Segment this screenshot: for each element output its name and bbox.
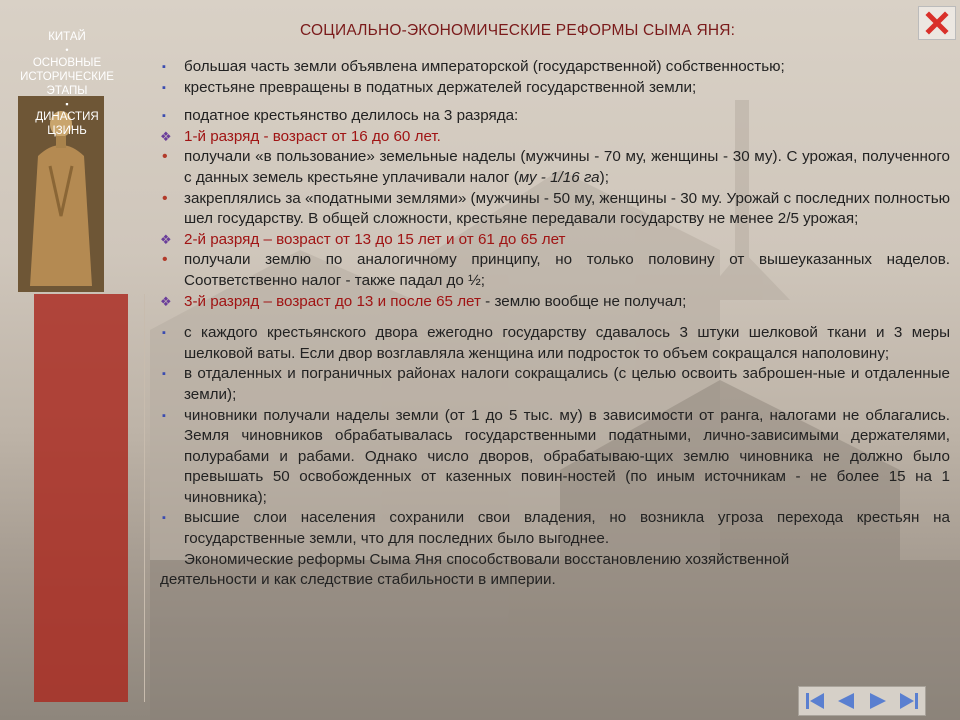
diamond-bullet-icon: ❖ (160, 293, 172, 309)
close-button[interactable] (918, 6, 956, 40)
last-slide-icon (898, 691, 920, 711)
list-item: ▪ с каждого крестьянского двора ежегодно государству сдавалось 3 штуки шелковой ткани и 3 меры шелковой ваты. Если двор возглавляла женщина или подросток то объем сокращался наполовину; (162, 324, 950, 362)
first-slide-icon (804, 691, 826, 711)
list-item: ▪ высшие слои населения сохранили свои владения, но возникла угроза перехода крестьян на государственные земли, что для последних было выгоднее. (162, 509, 950, 548)
category-3: ❖ 3-й разряд – возраст до 13 и после 65 лет - землю вообще не получал; (160, 292, 950, 313)
diamond-bullet-icon: ❖ (160, 231, 172, 247)
list-item: ▪ большая часть земли объявлена императорской (государственной) собственностью; (160, 57, 950, 78)
conclusion-line-1: Экономические реформы Сыма Яня способствовали восстановлению хозяйственной (184, 550, 790, 568)
dot-bullet-icon: • (162, 189, 168, 207)
list-item: ▪ в отдаленных и пограничных районах налоги сокращались (с целью освоить заброшен-ные и отдаленные земли); (162, 365, 950, 403)
list-item: ▪ чиновники получали наделы земли (от 1 до 5 тыс. му) в зависимости от ранга, налогами не облагались. Земля чиновников обрабатывалась государственными податными, лично-зависимыми держателями, полурабами и рабами. Однако число дворов, обрабатываю-щих землю чиновника не должно было превышать 50 освобожденных от казенных повин-ностей (по иным источникам - не более 15 на 1 чиновника); (162, 406, 950, 506)
square-bullet-icon: ▪ (162, 327, 166, 340)
square-bullet-icon: ▪ (162, 81, 166, 94)
main-content (160, 57, 950, 591)
close-icon (925, 11, 949, 35)
conclusion-line-2: деятельности и как следствие стабильности в империи. (160, 571, 556, 589)
sidebar-nav (20, 30, 114, 138)
square-bullet-icon: ▪ (162, 512, 166, 525)
category-2: ❖ 2-й разряд – возраст от 13 до 15 лет и от 61 до 65 лет (160, 230, 950, 251)
page-title: СОЦИАЛЬНО-ЭКОНОМИЧЕСКИЕ РЕФОРМЫ СЫМА ЯНЯ: (300, 22, 736, 39)
sidebar-item-china[interactable]: КИТАЙ (48, 31, 86, 43)
list-item: ▪ крестьяне превращены в податных держателей государственной земли; (160, 78, 950, 99)
list-item: ▪ податное крестьянство делилось на 3 разряда: (160, 106, 950, 127)
square-bullet-icon: ▪ (162, 409, 166, 422)
sidebar-bullet-icon: ▪ (65, 99, 69, 109)
list-item: • получали «в пользование» земельные наделы (мужчины - 70 му, женщины - 30 му). С урожая, полученного с данных земель крестьяне уплачивали налог (му - 1/16 га); (162, 148, 950, 186)
sidebar-bullet-icon: • (65, 45, 69, 55)
prev-slide-button[interactable] (833, 690, 859, 712)
sidebar-item-jin-dynasty[interactable]: ДИНАСТИЯ ЦЗИНЬ (35, 111, 99, 137)
first-slide-button[interactable] (802, 690, 828, 712)
next-slide-button[interactable] (865, 690, 891, 712)
sidebar-item-historical-stages[interactable]: ОСНОВНЫЕ ИСТОРИЧЕСКИЕ ЭТАПЫ (20, 57, 114, 97)
square-bullet-icon: ▪ (162, 368, 166, 381)
list-item: • получали землю по аналогичному принципу, но только половину от вышеуказанных наделов. Соответственно налог - также падал до ½; (162, 251, 950, 289)
diamond-bullet-icon: ❖ (160, 128, 172, 144)
list-item: • закреплялись за «податными землями» (мужчины - 50 му, женщины - 30 му. Урожай с последних полностью шел государству. В общей сложности, крестьяне передавали государству не менее 2/5 урожая; (162, 189, 950, 228)
next-slide-icon (867, 691, 889, 711)
dot-bullet-icon: • (162, 148, 168, 166)
dot-bullet-icon: • (162, 251, 168, 269)
square-bullet-icon: ▪ (162, 61, 166, 73)
last-slide-button[interactable] (896, 690, 922, 712)
square-bullet-icon: ▪ (162, 110, 166, 123)
sidebar (14, 294, 145, 702)
slide-navigation (798, 686, 926, 716)
category-1: ❖ 1-й разряд - возраст от 16 до 60 лет. (160, 127, 950, 148)
prev-slide-icon (835, 691, 857, 711)
